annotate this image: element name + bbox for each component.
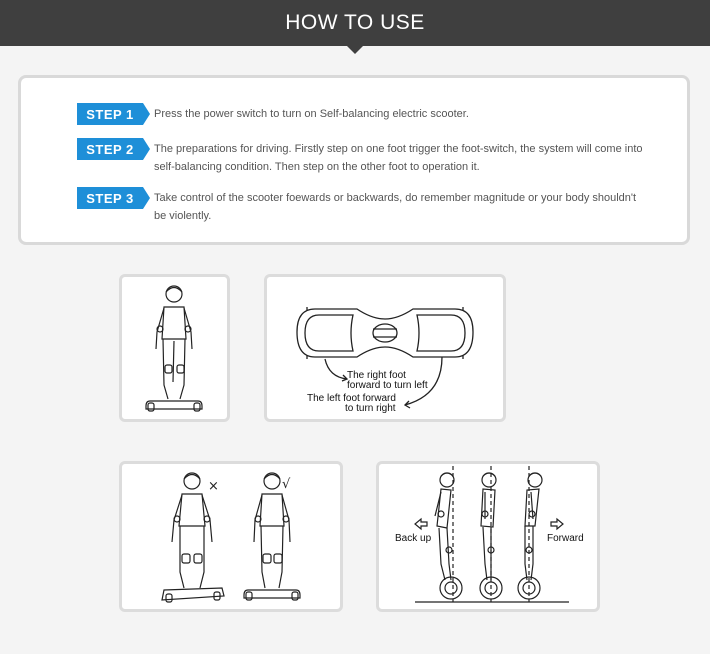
steps-box bbox=[18, 75, 690, 245]
right-foot-label-line2: forward to turn left bbox=[347, 380, 428, 391]
right-foot-label-line1: The right foot bbox=[347, 370, 406, 381]
posture-illustration bbox=[122, 464, 340, 609]
step-3-text: Take control of the scooter foewards or backwards, do remember magnitude or your body shouldn't be violently. bbox=[154, 192, 637, 222]
lean-direction-panel bbox=[376, 461, 600, 612]
right-mark: √ bbox=[282, 477, 291, 492]
lean-illustration bbox=[379, 464, 597, 609]
scooter-top-illustration bbox=[267, 277, 503, 419]
step-2 bbox=[77, 138, 651, 176]
header-notch bbox=[347, 46, 363, 54]
forward-label: Forward bbox=[547, 533, 584, 544]
wrong-mark: × bbox=[208, 479, 219, 494]
step-3 bbox=[77, 187, 651, 225]
step-1-badge: STEP 1 bbox=[77, 103, 143, 125]
step-1 bbox=[77, 103, 651, 125]
step-1-text: Press the power switch to turn on Self-balancing electric scooter. bbox=[154, 108, 469, 120]
step-3-badge: STEP 3 bbox=[77, 187, 143, 209]
step-2-text: The preparations for driving. Firstly step on one foot trigger the foot-switch, the system will come into self-balancing condition. Then step on the other foot to operation it. bbox=[154, 143, 643, 173]
left-foot-label-line2: to turn right bbox=[345, 403, 396, 414]
header-bar bbox=[0, 0, 710, 46]
page-title: HOW TO USE bbox=[285, 11, 425, 34]
step-2-badge: STEP 2 bbox=[77, 138, 143, 160]
standing-rider-panel bbox=[119, 274, 230, 422]
standing-rider-illustration bbox=[122, 277, 227, 419]
posture-comparison-panel bbox=[119, 461, 343, 612]
back-up-label: Back up bbox=[395, 533, 432, 544]
left-foot-label-line1: The left foot forward bbox=[307, 393, 396, 404]
scooter-turning-panel bbox=[264, 274, 506, 422]
